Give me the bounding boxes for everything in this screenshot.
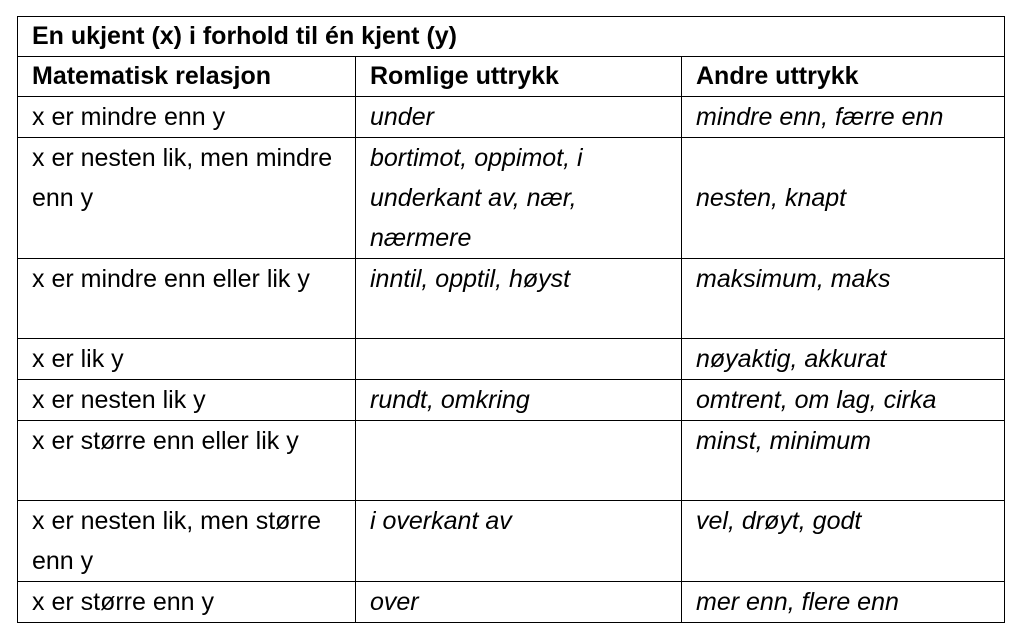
table-row (18, 97, 1005, 138)
relation-cell: x er større enn y (18, 582, 356, 623)
title-row (18, 17, 1005, 57)
table-row (18, 501, 1005, 582)
table-row (18, 339, 1005, 380)
other-expression-cell: omtrent, om lag, cirka (682, 380, 1005, 421)
table-title: En ukjent (x) i forhold til én kjent (y) (18, 17, 1005, 57)
table-row (18, 421, 1005, 501)
spatial-expression-cell (356, 421, 682, 501)
relations-table (17, 16, 1005, 623)
relation-cell: x er nesten lik y (18, 380, 356, 421)
relation-cell: x er mindre enn eller lik y (18, 259, 356, 339)
spatial-expression-cell (356, 339, 682, 380)
spatial-expression-cell: bortimot, oppimot, i underkant av, nær, nærmere (356, 138, 682, 259)
header-andre-uttrykk: Andre uttrykk (682, 57, 1005, 97)
spatial-expression-cell: under (356, 97, 682, 138)
relation-cell: x er nesten lik, men mindre enn y (18, 138, 356, 259)
other-expression-cell: mer enn, flere enn (682, 582, 1005, 623)
relation-cell: x er mindre enn y (18, 97, 356, 138)
header-row (18, 57, 1005, 97)
spatial-expression-cell: rundt, omkring (356, 380, 682, 421)
header-romlige-uttrykk: Romlige uttrykk (356, 57, 682, 97)
table-row (18, 380, 1005, 421)
spatial-expression-cell: over (356, 582, 682, 623)
table-row (18, 582, 1005, 623)
other-expression-cell: vel, drøyt, godt (682, 501, 1005, 582)
relation-cell: x er lik y (18, 339, 356, 380)
other-expression-cell: nesten, knapt (682, 138, 1005, 259)
other-expression-cell: nøyaktig, akkurat (682, 339, 1005, 380)
relation-cell: x er nesten lik, men større enn y (18, 501, 356, 582)
table-row (18, 259, 1005, 339)
relation-cell: x er større enn eller lik y (18, 421, 356, 501)
other-expression-cell: mindre enn, færre enn (682, 97, 1005, 138)
spatial-expression-cell: inntil, opptil, høyst (356, 259, 682, 339)
other-expression-cell: minst, minimum (682, 421, 1005, 501)
spatial-expression-cell: i overkant av (356, 501, 682, 582)
other-expression-cell: maksimum, maks (682, 259, 1005, 339)
header-matematisk-relasjon: Matematisk relasjon (18, 57, 356, 97)
table-row (18, 138, 1005, 259)
